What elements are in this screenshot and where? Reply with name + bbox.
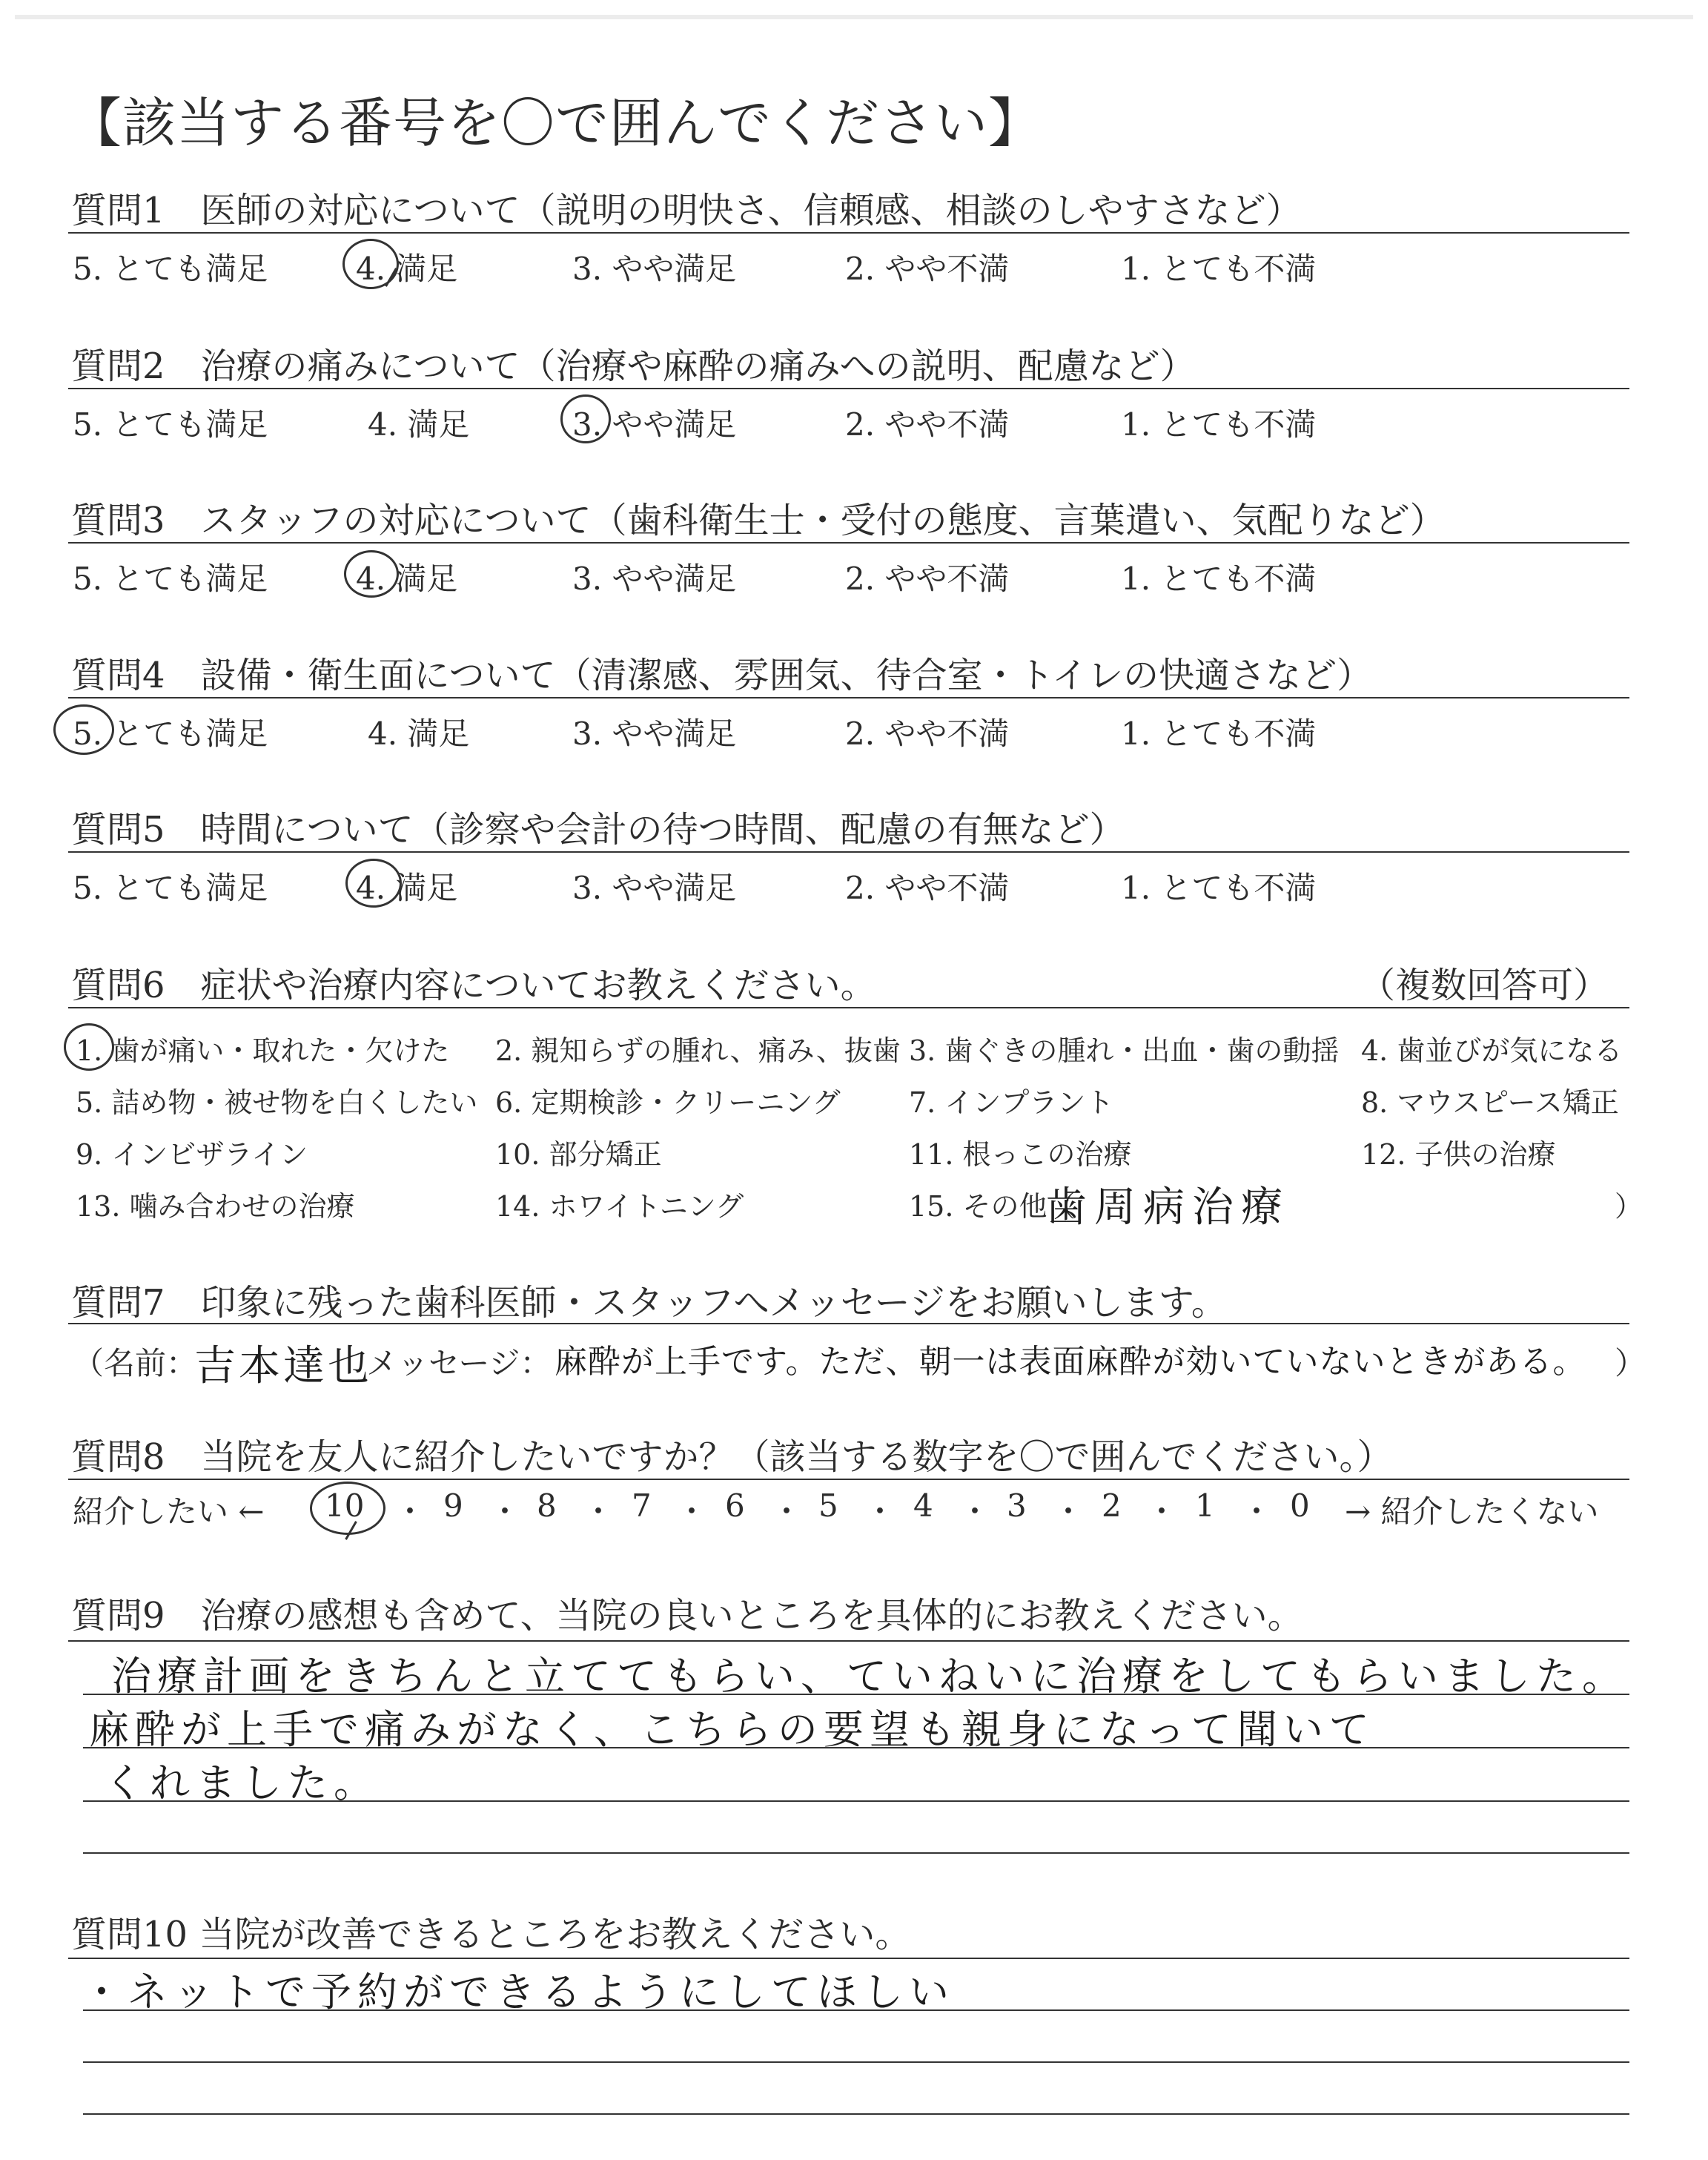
q6-item-13[interactable]: 13. 噛み合わせの治療 (76, 1190, 355, 1223)
q4-option-2[interactable]: 2. やや不満 (845, 716, 1010, 752)
q6-multiple-note: （複数回答可） (1360, 965, 1609, 1006)
q7-heading: 質問7 印象に残った歯科医師・スタッフへメッセージをお願いします。 (71, 1282, 1227, 1324)
q8-separator: ・ (583, 1493, 615, 1530)
q7-close: ） (1615, 1345, 1646, 1381)
q6-item-3[interactable]: 3. 歯ぐきの腫れ・出血・歯の動揺 (909, 1034, 1340, 1067)
q5-rule (68, 851, 1629, 853)
q3-option-5[interactable]: 5. とても満足 (73, 561, 268, 597)
q8-scale-2[interactable]: 2 (1102, 1487, 1122, 1524)
q3-heading: 質問3 スタッフの対応について（歯科衛生士・受付の態度、言葉遣い、気配りなど） (71, 500, 1446, 541)
q6-other-text[interactable]: 歯周病治療 (1045, 1183, 1290, 1232)
q8-rule (68, 1479, 1629, 1480)
q9-answer-line-2[interactable]: 麻酔が上手で痛みがなく、こちらの要望も親身になって聞いて (89, 1706, 1375, 1753)
q2-heading: 質問2 治療の痛みについて（治療や麻酔の痛みへの説明、配慮など） (71, 346, 1196, 387)
q8-heading: 質問8 当院を友人に紹介したいですか？（該当する数字を〇で囲んでください。） (71, 1436, 1393, 1478)
q3-option-3[interactable]: 3. やや満足 (572, 561, 737, 597)
q1-option-5[interactable]: 5. とても満足 (73, 251, 268, 287)
q8-separator: ・ (394, 1493, 426, 1530)
q6-item-4[interactable]: 4. 歯並びが気になる (1361, 1034, 1623, 1067)
q1-option-1[interactable]: 1. とても不満 (1121, 251, 1317, 287)
q2-selection-circle (560, 394, 611, 443)
q8-scale-7[interactable]: 7 (632, 1487, 652, 1524)
q7-message-label: メッセージ： (366, 1345, 552, 1381)
q4-option-5[interactable]: 5. とても満足 (73, 716, 268, 752)
q5-selection-circle (345, 859, 402, 908)
q2-rule (68, 388, 1629, 389)
q4-selection-circle (53, 704, 114, 755)
q6-item-6[interactable]: 6. 定期検診・クリーニング (495, 1086, 841, 1119)
q6-item-12[interactable]: 12. 子供の治療 (1361, 1138, 1556, 1171)
q2-option-4[interactable]: 4. 満足 (368, 406, 470, 443)
q5-option-4[interactable]: 4. 満足 (356, 870, 458, 906)
q10-answer-line-1[interactable]: ・ネットで予約ができるようにしてほしい (82, 1969, 955, 2015)
q8-scale-9[interactable]: 9 (443, 1487, 463, 1524)
q4-heading: 質問4 設備・衛生面について（清潔感、雰囲気、待合室・トイレの快適さなど） (71, 655, 1373, 696)
q10-rule-2 (83, 2061, 1629, 2063)
q8-scale-5[interactable]: 5 (818, 1487, 838, 1524)
q8-left-label: 紹介したい ← (73, 1493, 265, 1530)
q2-option-3[interactable]: 3. やや満足 (572, 406, 737, 443)
q6-item-1[interactable]: 1. 歯が痛い・取れた・欠けた (76, 1034, 450, 1067)
q6-item-5[interactable]: 5. 詰め物・被せ物を白くしたい (76, 1086, 478, 1119)
q10-rule-3 (83, 2113, 1629, 2115)
q1-option-2[interactable]: 2. やや不満 (845, 251, 1010, 287)
q8-separator: ・ (959, 1493, 991, 1530)
q8-separator: ・ (676, 1493, 708, 1530)
q6-item-15[interactable]: 15. その他（ (909, 1190, 1076, 1223)
q1-selection-circle (342, 239, 399, 289)
q1-heading: 質問1 医師の対応について（説明の明快さ、信頼感、相談のしやすさなど） (71, 190, 1302, 231)
q6-item-2[interactable]: 2. 親知らずの腫れ、痛み、抜歯 (495, 1034, 901, 1067)
q8-right-label: → 紹介したくない (1345, 1493, 1599, 1530)
q8-scale-4[interactable]: 4 (913, 1487, 933, 1524)
q6-other-close: ） (1615, 1190, 1644, 1223)
q2-option-2[interactable]: 2. やや不満 (845, 406, 1010, 443)
q1-option-4[interactable]: 4. 満足 (356, 251, 458, 287)
q2-option-1[interactable]: 1. とても不満 (1121, 406, 1317, 443)
q10-rule-1 (83, 2009, 1629, 2011)
q8-separator: ・ (1241, 1493, 1273, 1530)
scan-edge (15, 15, 1693, 19)
q9-rule-1 (83, 1694, 1629, 1695)
q10-heading: 質問10 当院が改善できるところをお教えください。 (71, 1914, 911, 1955)
q7-message-value[interactable]: 麻酔が上手です。ただ、朝一は表面麻酔が効いていないときがある。 (555, 1343, 1586, 1381)
q2-option-5[interactable]: 5. とても満足 (73, 406, 268, 443)
q8-scale-0[interactable]: 0 (1290, 1487, 1310, 1524)
q4-option-3[interactable]: 3. やや満足 (572, 716, 737, 752)
q6-heading: 質問6 症状や治療内容についてお教えください。 (71, 965, 876, 1006)
q8-scale-3[interactable]: 3 (1007, 1487, 1027, 1524)
q4-option-1[interactable]: 1. とても不満 (1121, 716, 1317, 752)
q8-selection-circle (310, 1482, 385, 1535)
q8-separator: ・ (1146, 1493, 1178, 1530)
q6-item-11[interactable]: 11. 根っこの治療 (909, 1138, 1132, 1171)
q9-rule-3 (83, 1800, 1629, 1802)
q3-rule (68, 542, 1629, 544)
q7-name-value[interactable]: 吉本達也 (194, 1342, 372, 1390)
q1-option-3[interactable]: 3. やや満足 (572, 251, 737, 287)
q8-separator: ・ (864, 1493, 896, 1530)
q3-option-1[interactable]: 1. とても不満 (1121, 561, 1317, 597)
q4-option-4[interactable]: 4. 満足 (368, 716, 470, 752)
q5-option-5[interactable]: 5. とても満足 (73, 870, 268, 906)
q8-separator: ・ (1053, 1493, 1085, 1530)
q9-rule-top (68, 1640, 1629, 1642)
q5-option-1[interactable]: 1. とても不満 (1121, 870, 1317, 906)
q3-option-4[interactable]: 4. 満足 (356, 561, 458, 597)
form-title: 【該当する番号を〇で囲んでください】 (68, 92, 1043, 154)
q6-item-9[interactable]: 9. インビザライン (76, 1138, 308, 1171)
q6-item-10[interactable]: 10. 部分矯正 (495, 1138, 662, 1171)
q1-rule (68, 232, 1629, 234)
q6-selection-circle (64, 1023, 114, 1071)
q6-item-8[interactable]: 8. マウスピース矯正 (1361, 1086, 1619, 1119)
q8-scale-1[interactable]: 1 (1195, 1487, 1215, 1524)
q5-option-3[interactable]: 3. やや満足 (572, 870, 737, 906)
q6-item-7[interactable]: 7. インプラント (909, 1086, 1114, 1119)
q5-heading: 質問5 時間について（診察や会計の待つ時間、配慮の有無など） (71, 809, 1125, 851)
q8-separator: ・ (771, 1493, 803, 1530)
q8-scale-6[interactable]: 6 (725, 1487, 745, 1524)
q8-separator: ・ (489, 1493, 521, 1530)
q3-option-2[interactable]: 2. やや不満 (845, 561, 1010, 597)
q7-rule (68, 1323, 1629, 1324)
q7-name-label: （名前： (73, 1345, 198, 1381)
q6-rule (68, 1007, 1629, 1008)
q9-answer-line-3[interactable]: くれました。 (104, 1760, 380, 1806)
q9-answer-line-1[interactable]: 治療計画をきちんと立ててもらい、ていねいに治療をしてもらいました。 (111, 1653, 1628, 1700)
q8-scale-8[interactable]: 8 (537, 1487, 557, 1524)
q10-rule-top (68, 1958, 1629, 1959)
q9-heading: 質問9 治療の感想も含めて、当院の良いところを具体的にお教えください。 (71, 1595, 1303, 1636)
q4-rule (68, 697, 1629, 698)
q9-rule-4 (83, 1852, 1629, 1854)
q8-scale-10[interactable]: 10 (325, 1487, 365, 1524)
q9-rule-2 (83, 1747, 1629, 1748)
q5-option-2[interactable]: 2. やや不満 (845, 870, 1010, 906)
q3-selection-circle (344, 550, 399, 598)
q6-item-14[interactable]: 14. ホワイトニング (495, 1190, 744, 1223)
